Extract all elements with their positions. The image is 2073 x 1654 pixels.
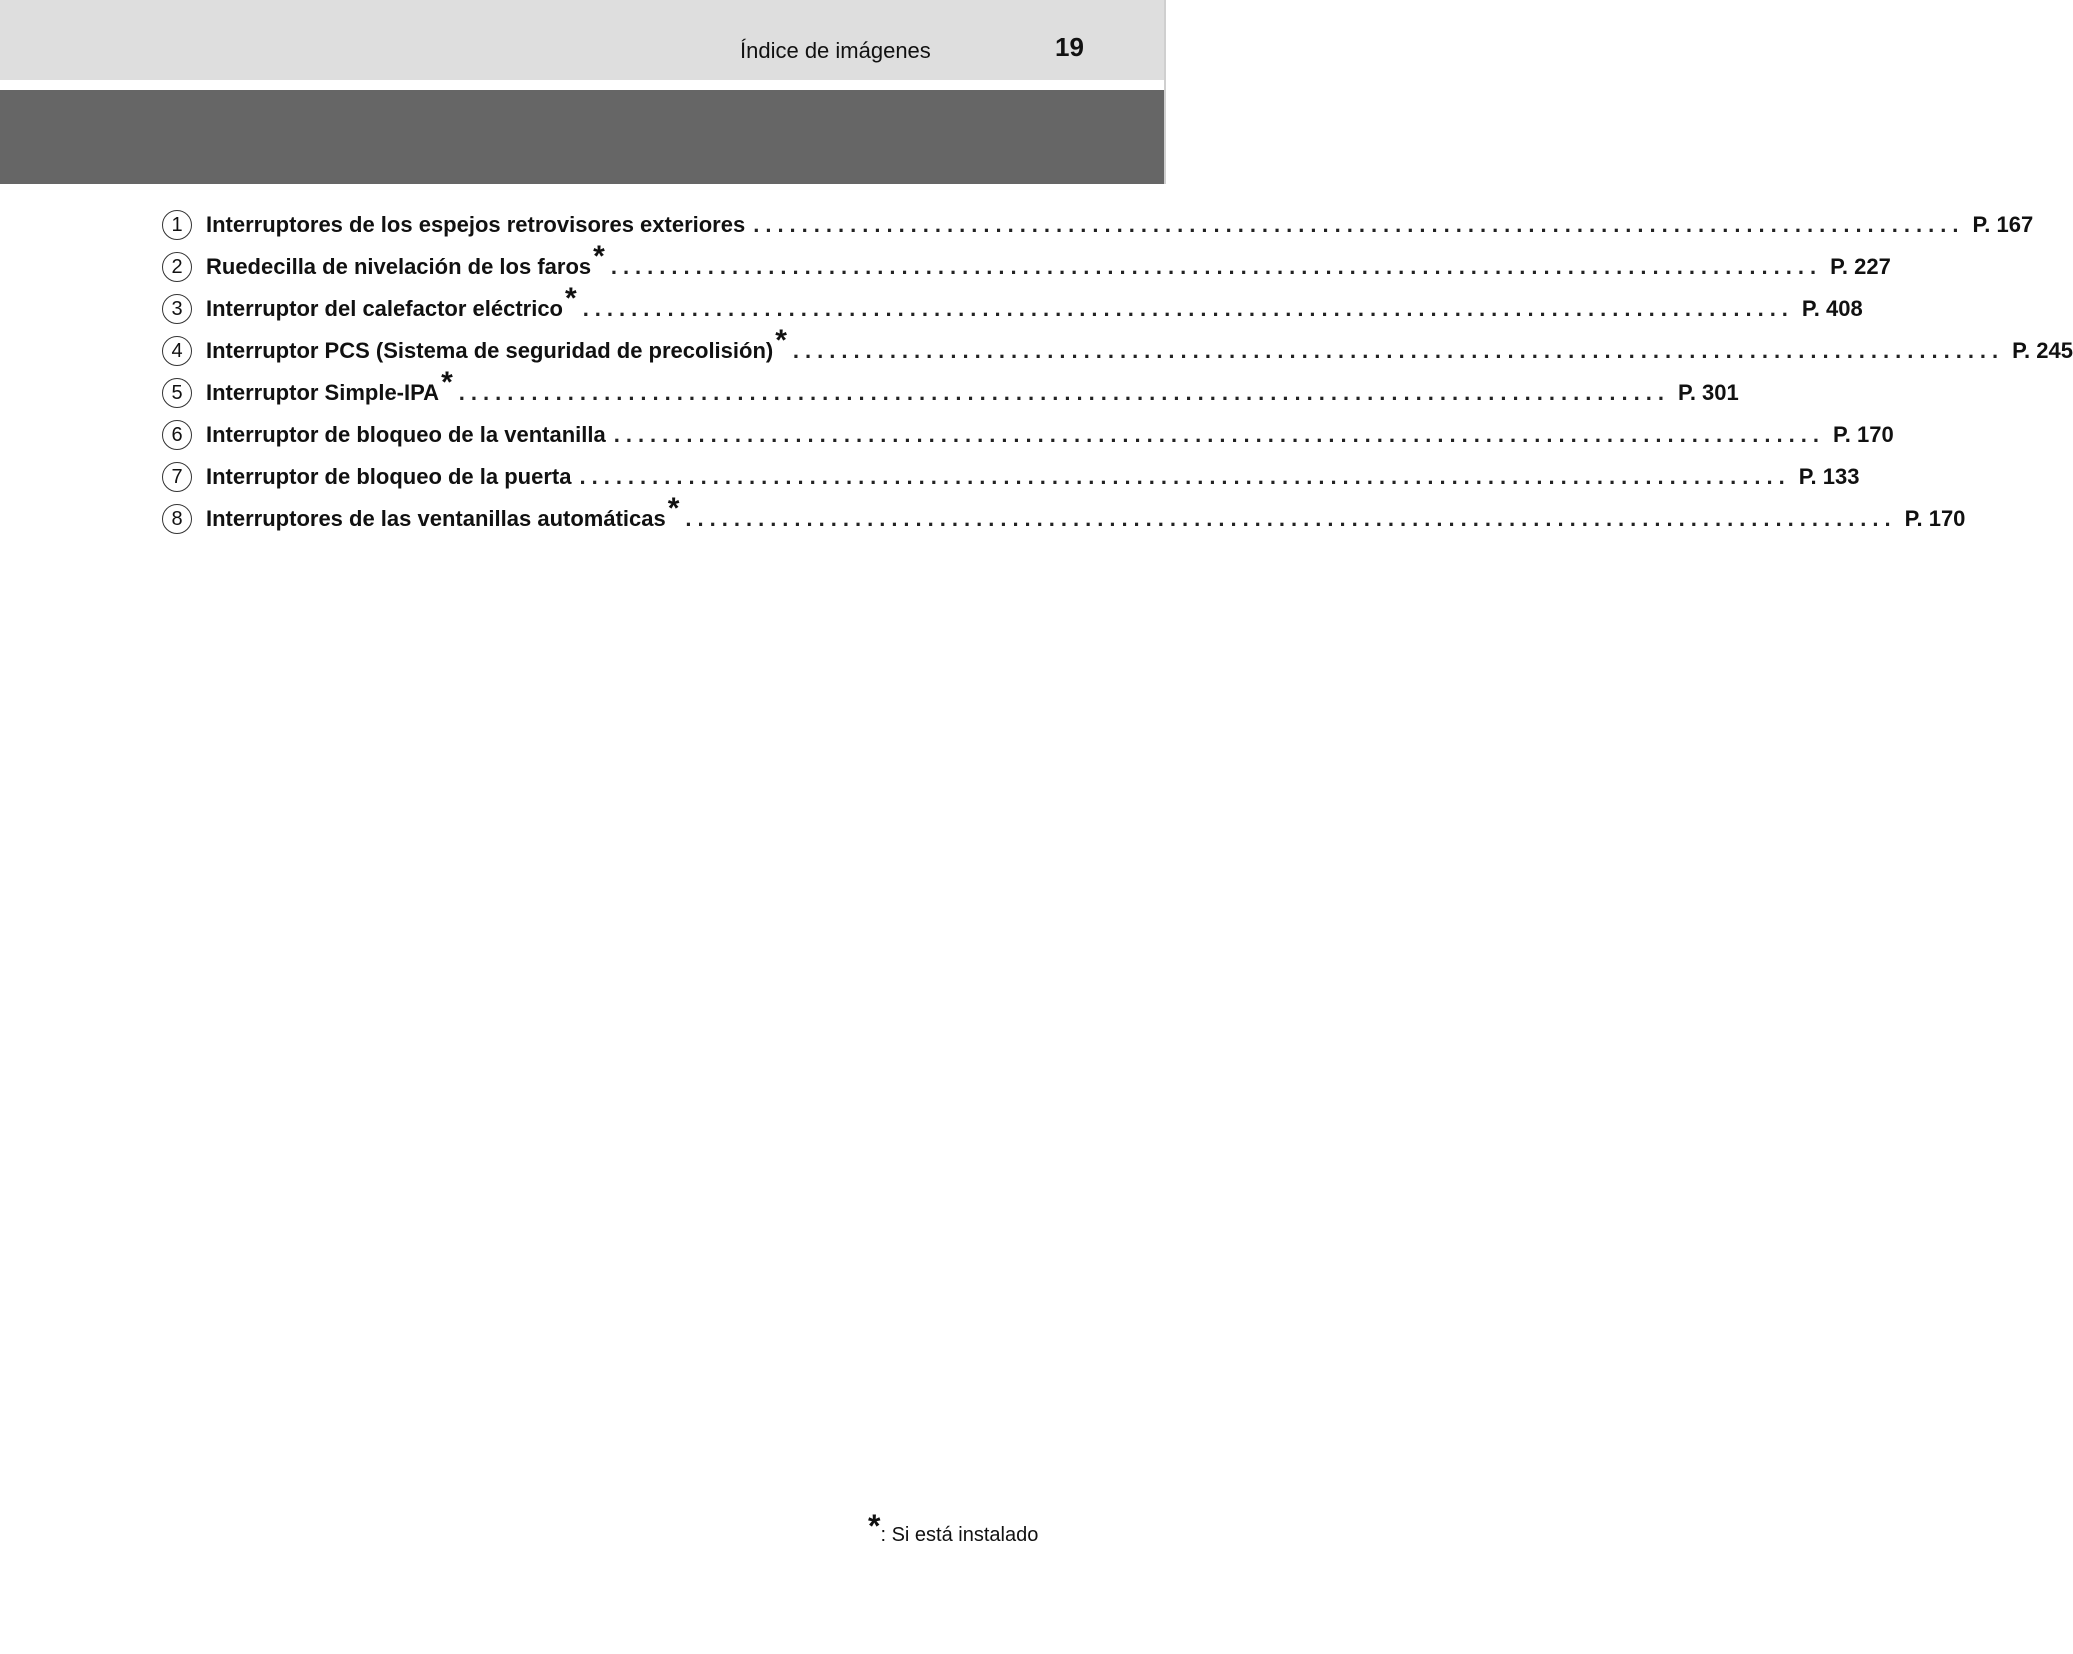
header-gap <box>0 80 1166 90</box>
header-band <box>0 0 1166 80</box>
installed-asterisk: * <box>565 282 577 315</box>
list-item <box>162 366 1739 414</box>
page-reference-link[interactable]: P. 167 <box>1972 212 2034 237</box>
installed-asterisk: * <box>775 324 787 357</box>
installed-asterisk: * <box>593 240 605 273</box>
item-label[interactable]: Interruptor PCS (Sistema de seguridad de precolisión)* <box>206 324 787 363</box>
item-label[interactable]: Interruptor de bloqueo de la ventanilla <box>206 422 606 447</box>
item-number-circle: 7 <box>162 462 192 492</box>
dot-leader: .................................................................................................... <box>613 422 1825 447</box>
page-reference-link[interactable]: P. 245 <box>2012 338 2073 363</box>
page-number: 19 <box>1055 32 1084 62</box>
item-label[interactable]: Interruptores de las ventanillas automáticas* <box>206 492 680 531</box>
dot-leader: .................................................................................................... <box>685 506 1897 531</box>
page-reference-link[interactable]: P. 170 <box>1904 506 1966 531</box>
list-item <box>162 324 2073 372</box>
item-label[interactable]: Interruptor Simple-IPA* <box>206 366 453 405</box>
item-label[interactable]: Ruedecilla de nivelación de los faros* <box>206 240 605 279</box>
item-number-circle: 6 <box>162 420 192 450</box>
dot-leader: .................................................................................................... <box>753 212 1965 237</box>
page-reference-link[interactable]: P. 227 <box>1830 254 1891 279</box>
list-item <box>162 492 1966 540</box>
installed-asterisk: * <box>441 366 453 399</box>
list-item <box>162 240 1891 288</box>
dot-leader: .................................................................................................... <box>792 338 2005 363</box>
page-reference-link[interactable]: P. 301 <box>1677 380 1739 405</box>
dot-leader: .................................................................................................... <box>579 464 1791 489</box>
list-item <box>162 456 1860 498</box>
item-label[interactable]: Interruptores de los espejos retrovisores exteriores <box>206 212 746 237</box>
item-number-circle: 3 <box>162 294 192 324</box>
right-edge-strip <box>1164 0 1166 184</box>
item-label[interactable]: Interruptor de bloqueo de la puerta <box>206 464 572 489</box>
item-number-circle: 5 <box>162 378 192 408</box>
dot-leader: .................................................................................................... <box>458 380 1670 405</box>
dot-leader: .................................................................................................... <box>582 296 1794 321</box>
footnote-text: : Si está instalado <box>880 1524 1039 1546</box>
footnote-asterisk: * <box>868 1508 881 1544</box>
item-label[interactable]: Interruptor del calefactor eléctrico* <box>206 282 577 321</box>
page-reference-link[interactable]: P. 133 <box>1798 464 1860 489</box>
page-reference-link[interactable]: P. 408 <box>1801 296 1863 321</box>
section-title: Índice de imágenes <box>740 38 931 63</box>
list-item <box>162 204 2034 246</box>
index-list <box>162 204 2073 540</box>
footnote <box>868 1508 1039 1549</box>
page-reference-link[interactable]: P. 170 <box>1832 422 1894 447</box>
item-number-circle: 4 <box>162 336 192 366</box>
item-number-circle: 8 <box>162 504 192 534</box>
item-number-circle: 2 <box>162 252 192 282</box>
dot-leader: .................................................................................................... <box>610 254 1823 279</box>
installed-asterisk: * <box>667 492 680 525</box>
list-item <box>162 414 1894 456</box>
list-item <box>162 282 1863 330</box>
item-number-circle: 1 <box>162 210 192 240</box>
dark-banner <box>0 90 1166 184</box>
